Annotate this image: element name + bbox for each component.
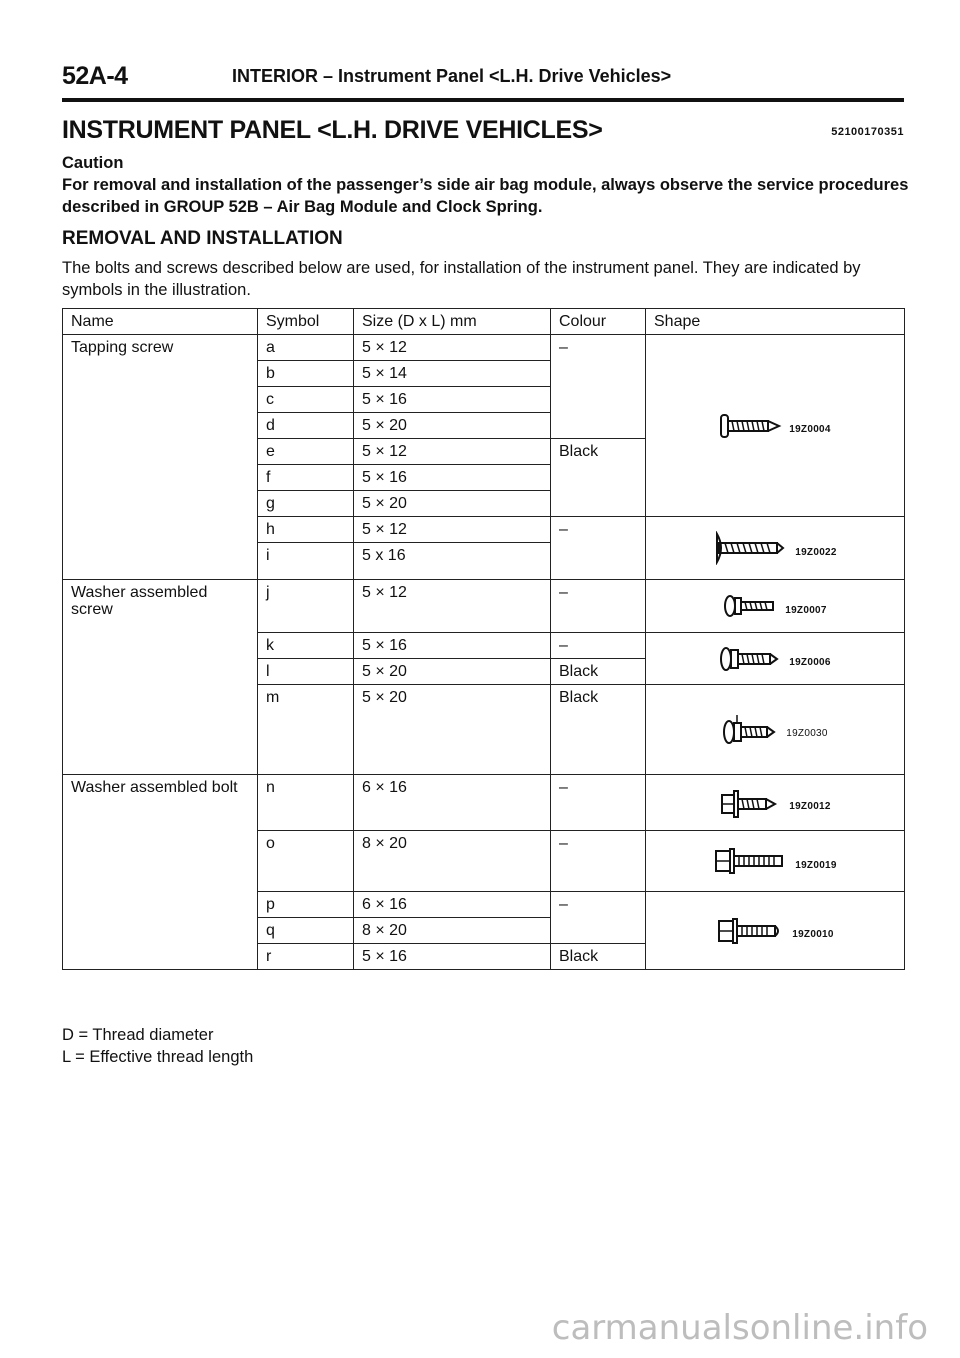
note-thread-length: L = Effective thread length: [62, 1048, 254, 1066]
size-cell: 5 × 16: [354, 465, 551, 491]
size-cell: 5 × 12: [354, 517, 551, 543]
table-row: [63, 580, 905, 633]
caution-block: [62, 152, 912, 218]
document-code: 52100170351: [831, 126, 904, 138]
shape-cell: [646, 775, 905, 831]
washer-screw-pointed-icon: [719, 644, 783, 674]
size-cell: 5 × 20: [354, 491, 551, 517]
washer-screw-icon: [723, 593, 779, 619]
washer-screw-short-icon: [722, 713, 780, 747]
size-cell: 5 × 20: [354, 659, 551, 685]
symbol-cell: f: [258, 465, 354, 491]
colour-cell: –: [551, 517, 646, 580]
size-cell: 5 × 16: [354, 387, 551, 413]
header-name: Name: [63, 309, 258, 335]
size-cell: 8 × 20: [354, 918, 551, 944]
symbol-cell: l: [258, 659, 354, 685]
size-cell: 5 × 20: [354, 685, 551, 775]
size-cell: 5 x 16: [354, 543, 551, 580]
symbol-cell: o: [258, 831, 354, 892]
symbol-cell: g: [258, 491, 354, 517]
colour-cell: –: [551, 775, 646, 831]
note-thread-diameter: D = Thread diameter: [62, 1026, 214, 1044]
table-header-row: [63, 309, 905, 335]
symbol-cell: j: [258, 580, 354, 633]
shape-cell: [646, 685, 905, 775]
header-size: Size (D x L) mm: [354, 309, 551, 335]
header-shape: Shape: [646, 309, 905, 335]
fastener-table: [62, 308, 905, 970]
colour-cell: –: [551, 580, 646, 633]
symbol-cell: c: [258, 387, 354, 413]
symbol-cell: i: [258, 543, 354, 580]
tapping-screw-icon: [719, 411, 783, 441]
name-washer-assembled-screw: Washer assembled screw: [63, 580, 258, 775]
watermark: carmanualsonline.info: [551, 1308, 928, 1348]
intro-text: The bolts and screws described below are used, for installation of the instrument panel. They are indicated by symbols in the illustration.: [62, 259, 861, 299]
symbol-cell: k: [258, 633, 354, 659]
shape-cell: [646, 633, 905, 685]
size-cell: 5 × 12: [354, 335, 551, 361]
table-row: [63, 775, 905, 831]
page-header: [62, 62, 904, 102]
colour-cell: Black: [551, 685, 646, 775]
colour-cell: –: [551, 831, 646, 892]
shape-cell: [646, 892, 905, 970]
shape-cell: [646, 335, 905, 517]
size-cell: 5 × 12: [354, 439, 551, 465]
caution-title: Caution: [62, 154, 124, 172]
colour-cell: –: [551, 892, 646, 944]
symbol-cell: a: [258, 335, 354, 361]
size-cell: 5 × 20: [354, 413, 551, 439]
tapping-screw-truss-icon: [713, 531, 789, 565]
shape-code: 19Z0007: [785, 604, 827, 616]
symbol-cell: m: [258, 685, 354, 775]
symbol-cell: e: [258, 439, 354, 465]
caution-text: For removal and installation of the passenger’s side air bag module, always observe the service procedures described in GROUP 52B – Air Bag Module and Clock Spring.: [62, 176, 909, 216]
name-tapping-screw: Tapping screw: [63, 335, 258, 580]
shape-cell: [646, 517, 905, 580]
name-washer-assembled-bolt: Washer assembled bolt: [63, 775, 258, 970]
size-cell: 6 × 16: [354, 892, 551, 918]
shape-code: 19Z0004: [789, 424, 831, 435]
size-cell: 5 × 16: [354, 633, 551, 659]
colour-cell: –: [551, 633, 646, 659]
shape-code: 19Z0012: [789, 801, 831, 812]
shape-code: 19Z0019: [795, 859, 837, 871]
colour-cell: Black: [551, 659, 646, 685]
page-number: 52A-4: [62, 62, 128, 90]
page-title: INSTRUMENT PANEL <L.H. DRIVE VEHICLES>: [62, 116, 603, 144]
size-cell: 5 × 12: [354, 580, 551, 633]
notes: [62, 1024, 253, 1068]
colour-cell: –: [551, 335, 646, 439]
shape-code: 19Z0022: [795, 546, 837, 558]
flange-bolt-icon: [713, 846, 789, 876]
header-colour: Colour: [551, 309, 646, 335]
section-title: REMOVAL AND INSTALLATION: [62, 228, 343, 249]
symbol-cell: n: [258, 775, 354, 831]
colour-cell: Black: [551, 944, 646, 970]
shape-code: 19Z0006: [789, 657, 831, 668]
symbol-cell: h: [258, 517, 354, 543]
symbol-cell: r: [258, 944, 354, 970]
size-cell: 5 × 16: [354, 944, 551, 970]
colour-cell: Black: [551, 439, 646, 517]
header-symbol: Symbol: [258, 309, 354, 335]
shape-code: 19Z0030: [786, 728, 828, 739]
table-row: [63, 335, 905, 361]
symbol-cell: p: [258, 892, 354, 918]
size-cell: 6 × 16: [354, 775, 551, 831]
size-cell: 5 × 14: [354, 361, 551, 387]
symbol-cell: q: [258, 918, 354, 944]
shape-code: 19Z0010: [792, 929, 834, 940]
size-cell: 8 × 20: [354, 831, 551, 892]
washer-bolt-icon: [719, 787, 783, 819]
header-title: INTERIOR – Instrument Panel <L.H. Drive Vehicles>: [232, 66, 672, 86]
shape-cell: [646, 831, 905, 892]
symbol-cell: b: [258, 361, 354, 387]
shape-cell: [646, 580, 905, 633]
symbol-cell: d: [258, 413, 354, 439]
flange-bolt-tapered-icon: [716, 916, 786, 946]
